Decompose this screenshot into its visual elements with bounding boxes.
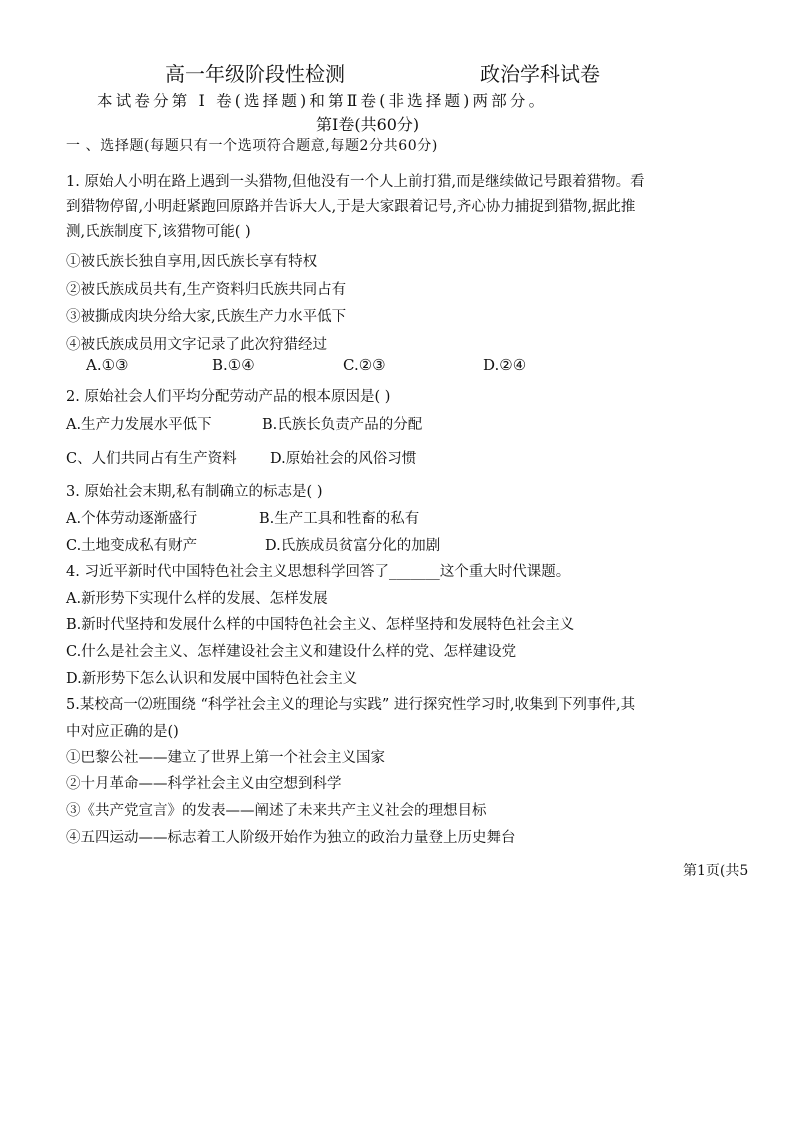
q2-option-a: A.生产力发展水平低下 xyxy=(66,417,212,433)
q2-option-c: C、人们共同占有生产资料 xyxy=(66,451,237,467)
q3-stem: 3. 原始社会末期,私有制确立的标志是( ) xyxy=(66,484,323,500)
q3-option-a: A.个体劳动逐渐盛行 xyxy=(66,511,198,527)
q1-stem-line-2: 到猎物停留,小明赶紧跑回原路并告诉大人,于是大家跟着记号,齐心协力捕捉到猎物,据此推 xyxy=(66,199,636,215)
paper-structure-note: 本试卷分第 Ⅰ 卷(选择题)和第Ⅱ卷(非选择题)两部分。 xyxy=(97,92,548,110)
q4-option-a: A.新形势下实现什么样的发展、怎样发展 xyxy=(66,591,328,607)
q2-option-d: D.原始社会的风俗习惯 xyxy=(270,451,417,467)
q5-stem-line-2: 中对应正确的是() xyxy=(66,724,179,740)
q4-option-b: B.新时代坚持和发展什么样的中国特色社会主义、怎样坚持和发展特色社会主义 xyxy=(66,617,575,633)
q5-item-4: ④五四运动——标志着工人阶级开始作为独立的政治力量登上历史舞台 xyxy=(66,830,516,846)
q2-option-b: B.氏族长负责产品的分配 xyxy=(262,417,423,433)
q4-option-d: D.新形势下怎么认识和发展中国特色社会主义 xyxy=(66,671,358,687)
q1-item-3: ③被撕成肉块分给大家,氏族生产力水平低下 xyxy=(66,309,347,325)
subject-title: 政治学科试卷 xyxy=(480,62,600,86)
q5-item-2: ②十月革命——科学社会主义由空想到科学 xyxy=(66,776,342,792)
page-number: 第1页(共5 xyxy=(683,863,749,879)
q3-option-b: B.生产工具和牲畜的私有 xyxy=(259,511,420,527)
section-instruction: 一 、选择题(每题只有一个选项符合题意,每题2分共60分) xyxy=(66,138,438,154)
q2-stem: 2. 原始社会人们平均分配劳动产品的根本原因是( ) xyxy=(66,389,391,405)
q4-stem: 4. 习近平新时代中国特色社会主义思想科学回答了_______这个重大时代课题。 xyxy=(66,564,571,580)
q5-stem-line-1: 5.某校高一⑵班围绕 “科学社会主义的理论与实践” 进行探究性学习时,收集到下列事件,其 xyxy=(66,697,636,713)
q1-option-a: A.①③ xyxy=(86,356,129,374)
q3-option-c: C.土地变成私有财产 xyxy=(66,538,198,554)
q5-item-3: ③《共产党宣言》的发表——阐述了未来共产主义社会的理想目标 xyxy=(66,803,487,819)
q1-option-d: D.②④ xyxy=(483,356,527,374)
q1-option-c: C.②③ xyxy=(343,356,386,374)
q4-option-c: C.什么是社会主义、怎样建设社会主义和建设什么样的党、怎样建设党 xyxy=(66,644,517,660)
section-heading: 第Ⅰ卷(共60分) xyxy=(316,115,420,134)
q5-item-1: ①巴黎公社——建立了世界上第一个社会主义国家 xyxy=(66,750,385,766)
q1-item-1: ①被氏族长独自享用,因氏族长享有特权 xyxy=(66,254,318,270)
q1-option-b: B.①④ xyxy=(212,356,255,374)
q1-item-4: ④被氏族成员用文字记录了此次狩猎经过 xyxy=(66,337,327,353)
q1-item-2: ②被氏族成员共有,生产资料归氏族共同占有 xyxy=(66,282,347,298)
q3-option-d: D.氏族成员贫富分化的加剧 xyxy=(265,538,441,554)
q1-stem-line-1: 1. 原始人小明在路上遇到一头猎物,但他没有一个人上前打猎,而是继续做记号跟着猎物。看 xyxy=(66,174,645,190)
exam-title: 高一年级阶段性检测 xyxy=(165,62,345,86)
q1-stem-line-3: 测,氏族制度下,该猎物可能( ) xyxy=(66,224,251,240)
